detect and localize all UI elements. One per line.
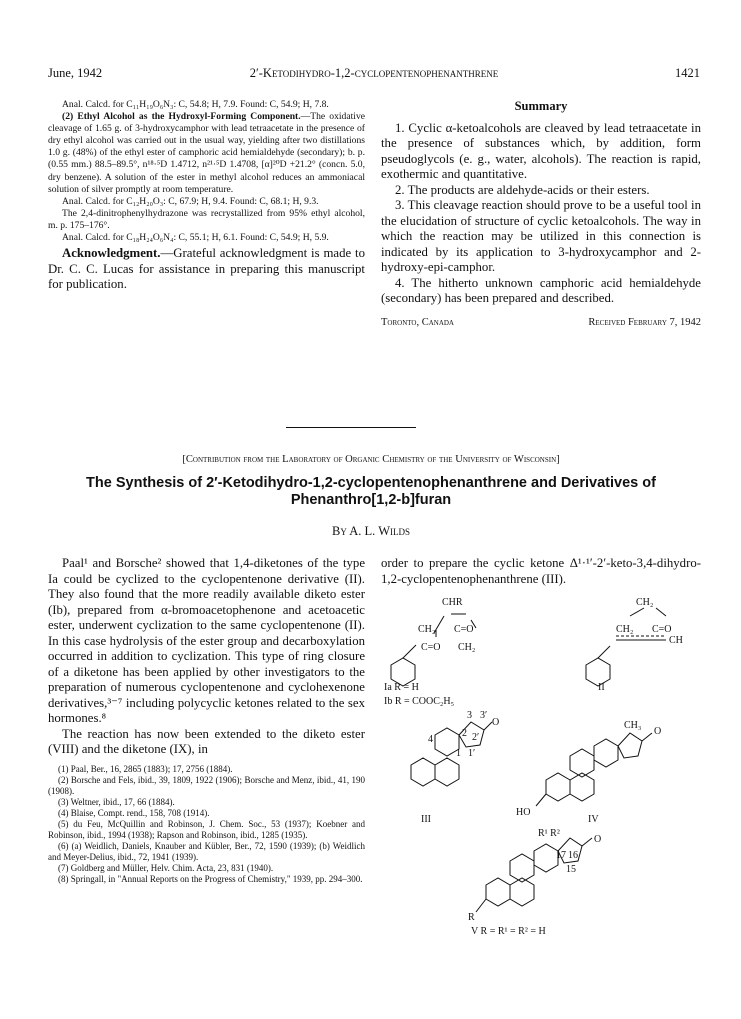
- label-V: V R = R¹ = R² = H: [471, 926, 546, 937]
- num-1: 1: [456, 748, 461, 759]
- footnote-8: (8) Springall, in "Annual Reports on the Progress of Chemistry," 1939, pp. 294–300.: [58, 873, 363, 884]
- dnp-note: The 2,4-dinitrophenylhydrazone was recrystallized from 95% ethyl alcohol, m. p. 175–176°.: [48, 207, 365, 231]
- struct-II-ch2: CH₂: [616, 624, 634, 635]
- struct-V-r: R: [468, 912, 475, 923]
- section-body-2: —The oxidative cleavage of 1.65 g. of 3-hydroxycamphor with lead tetraacetate in the presence of dry ethyl alcohol was carried out in the usual way, yielding after two distillations 1.0 g. (48%) of the ethyl ester of camphoric acid hemialdehyde (secondary); b. p. (0.55 mm.) 88.5–89.5°, n¹⁸·⁵D 1.4712, n²¹·⁵D 1.4708, [α]²⁰D +21.2° (concn. 5.0, dry benzene). A solution of the ester in methyl alcohol reduces an ammoniacal solution of silver promptly at room temperature.: [48, 111, 366, 195]
- footnote-7: (7) Goldberg and Müller, Helv. Chim. Acta, 23, 831 (1940).: [58, 862, 274, 873]
- struct-V-n16: 16: [568, 850, 578, 861]
- article-right-text: order to prepare the cyclic ketone Δ¹·¹′-2′-keto-3,4-dihydro-1,2-cyclopentenophenanthrene (III).: [381, 556, 701, 586]
- struct-IV-ch3: CH₃: [624, 720, 642, 731]
- contribution-line: [Contribution from the Laboratory of Organic Chemistry of the University of Wisconsin]: [182, 454, 560, 465]
- struct-IV-ho: HO: [516, 807, 531, 818]
- structure-IV: [536, 733, 652, 806]
- page-number: 1421: [675, 66, 700, 80]
- article-paragraph-1: Paal¹ and Borsche² showed that 1,4-diketones of the type Ia could be cyclized to the cyclopentenone derivative (II). They also found that the more readily available diketo ester (Ib), prepared from α-bromoacetophenone and acetoacetic ester, underwent cyclization to the same cyclopentenone (II). In this case hydrolysis of the ester group and decarboxylation occurred in addition to cyclization. This type of ring closure of a diketone has been applied by other investigators to the preparation of numerous cyclopentenone and cyclohexenone derivatives,³⁻⁷ including polycyclic ketones related to the sex hormones.⁸: [48, 556, 365, 725]
- analysis-2: Anal. Calcd. for C₁₂H₂₀O₃: C, 67.9; H, 9.4. Found: C, 68.1; H, 9.3.: [62, 195, 319, 207]
- label-IV: IV: [588, 814, 599, 825]
- label-Ia: Ia R = H: [384, 682, 419, 693]
- struct-V-r1r2: R¹ R²: [538, 828, 560, 839]
- footnote-3: (3) Weltner, ibid., 17, 66 (1884).: [58, 796, 175, 807]
- summary-item-3: 3. This cleavage reaction should prove to be a useful tool in the elucidation of structure of cyclic ketoalcohols. The way in which the reaction may be utilized in this connection is indicated by its application to 3-hydroxycamphor and 2-hydroxy-epi-camphor.: [381, 198, 701, 274]
- analysis-1: Anal. Calcd. for C₁₁H₁₉O₆N₃: C, 54.8; H, 7.9. Found: C, 54.9; H, 7.8.: [62, 99, 329, 110]
- received-date: Received February 7, 1942: [588, 316, 701, 328]
- analysis-3: Anal. Calcd. for C₁₈H₂₄O₆N₄: C, 55.1; H, 6.1. Found: C, 54.9; H, 5.9.: [62, 232, 329, 244]
- header-running-title: 2′-Ketodihydro-1,2-cyclopentenophenanthrene: [249, 66, 499, 80]
- structure-II: [586, 608, 666, 686]
- summary-item-1: 1. Cyclic α-ketoalcohols are cleaved by lead tetraacetate in the presence of substances which, by addition, form pseudoglycols (e. g., water, alcohols). The reaction is rapid, exothermic and quantitative.: [381, 120, 701, 181]
- summary-title: Summary: [514, 99, 568, 113]
- num-3: 3: [467, 710, 472, 721]
- summary-column: [381, 99, 701, 331]
- footnote-6: (6) (a) Weidlich, Daniels, Knauber and Kübler, Ber., 72, 1590 (1939); (b) Weidlich and Meyer-Delius, ibid., 72, 1941 (1939).: [48, 840, 365, 862]
- num-2p: 2′: [472, 732, 480, 743]
- section-divider: [286, 427, 416, 428]
- summary-item-4: 4. The hitherto unknown camphoric acid hemialdehyde (secondary) has been prepared and described.: [381, 275, 701, 305]
- footnote-1: (1) Paal, Ber., 16, 2865 (1883); 17, 2756 (1884).: [58, 763, 233, 774]
- article-title: [60, 475, 682, 509]
- struct-II-ch: CH: [669, 635, 683, 646]
- label-Ib: Ib R = COOC₂H₅: [384, 696, 455, 707]
- running-header: [48, 66, 700, 86]
- struct-II-co: C=O: [652, 624, 672, 635]
- footnote-5: (5) du Feu, McQuillin and Robinson, J. Chem. Soc., 53 (1937); Koebner and Robinson, ibid., 1994 (1938); Rapson and Robinson, ibid., 1285 (1935).: [48, 818, 365, 840]
- summary-signoff: [381, 315, 701, 331]
- acknowledgment-heading: Acknowledgment.: [62, 246, 161, 261]
- label-II: II: [598, 682, 605, 693]
- place: Toronto, Canada: [381, 316, 454, 328]
- struct-II-ch2top: CH₂: [636, 597, 654, 608]
- struct-I-ch2b: CH₂: [458, 642, 476, 653]
- struct-IV-o: O: [654, 726, 662, 737]
- struct-V-o: O: [594, 834, 602, 845]
- article-paragraph-2: The reaction has now been extended to the diketo ester (VIII) and the diketone (IX), in: [48, 726, 365, 756]
- label-III: III: [421, 814, 431, 825]
- struct-I-co2: C=O: [421, 642, 441, 653]
- struct-I-chr: CHR: [442, 597, 463, 608]
- struct-V-n15: 15: [566, 864, 576, 875]
- left-top-column: [48, 99, 365, 293]
- footnote-4: (4) Blaise, Compt. rend., 158, 708 (1914).: [58, 807, 210, 818]
- num-1p: 1′: [468, 748, 476, 759]
- struct-V-n17: 17: [556, 850, 566, 861]
- num-2: 2: [462, 728, 467, 739]
- num-4: 4: [428, 734, 433, 745]
- article-title-line-2: Phenanthro[1,2-b]furan: [290, 492, 452, 508]
- acknowledgment-body: —Grateful acknowledgment is made to Dr. C. C. Lucas for assistance in preparing this manuscript for publication.: [48, 246, 365, 292]
- article-title-line-1: The Synthesis of 2′-Ketodihydro-1,2-cyclopentenophenanthrene and Derivatives of: [86, 475, 656, 491]
- structure-III: [411, 722, 492, 786]
- footnotes: [48, 764, 365, 885]
- struct-I-co: C=O: [454, 624, 474, 635]
- chemical-structures-figure: [376, 590, 706, 940]
- num-3p: 3′: [480, 710, 488, 721]
- header-date: June, 1942: [48, 66, 103, 80]
- struct-I-ch2: CH₂: [418, 624, 436, 635]
- byline: By A. L. Wilds: [331, 524, 410, 538]
- footnote-2: (2) Borsche and Fels, ibid., 39, 1809, 1922 (1906); Borsche and Menz, ibid., 41, 190 (1908).: [48, 774, 365, 796]
- article-left-column: [48, 556, 365, 885]
- section-heading-2: (2) Ethyl Alcohol as the Hydroxyl-Forming Component.: [62, 111, 301, 123]
- summary-item-2: 2. The products are aldehyde-acids or their esters.: [395, 182, 650, 197]
- struct-III-o: O: [492, 717, 500, 728]
